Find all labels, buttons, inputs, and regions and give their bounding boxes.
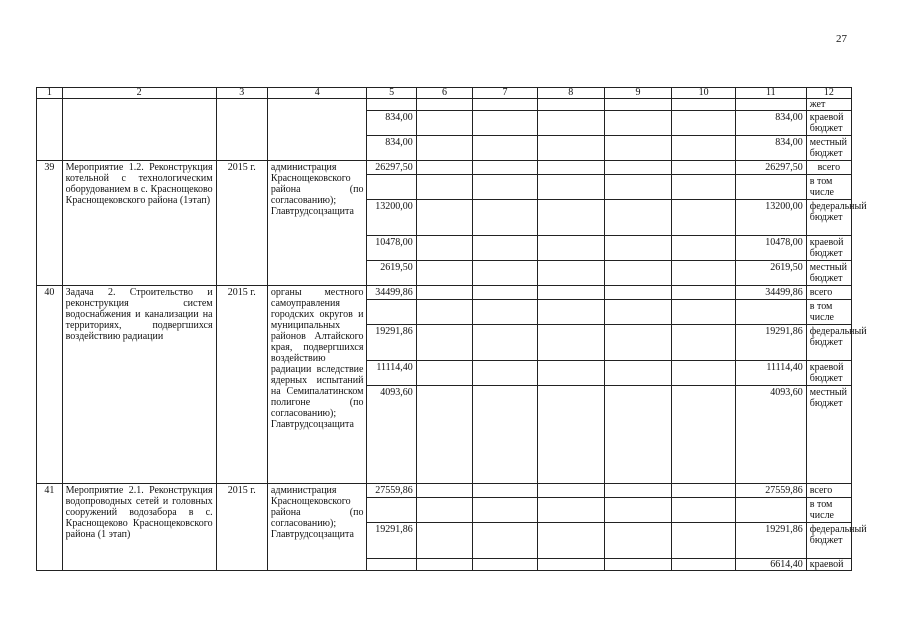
source-cell: местный бюджет (806, 261, 851, 286)
amount-cell: 834,00 (735, 136, 806, 161)
year-cell: 2015 г. (216, 161, 267, 286)
source-cell: местный бюджет (806, 136, 851, 161)
source-cell: федеральный бюджет (806, 325, 851, 361)
source-cell: федеральный бюджет (806, 200, 851, 236)
amount-cell: 2619,50 (735, 261, 806, 286)
year-cell: 2015 г. (216, 286, 267, 484)
amount-cell: 27559,86 (367, 484, 416, 498)
amount-cell: 19291,86 (735, 325, 806, 361)
executor-cell: администрация Краснощековского района (по согласованию); Главтрудсоцзащита (267, 484, 367, 571)
amount-cell: 26297,50 (735, 161, 806, 175)
year-cell: 2015 г. (216, 484, 267, 571)
amount-cell: 6614,40 (735, 559, 806, 571)
amount-cell: 34499,86 (735, 286, 806, 300)
amount-cell: 26297,50 (367, 161, 416, 175)
amount-cell: 834,00 (367, 111, 416, 136)
amount-cell: 19291,86 (367, 523, 416, 559)
amount-cell: 10478,00 (735, 236, 806, 261)
program-table (36, 87, 867, 571)
header-cell: 7 (473, 88, 538, 99)
amount-cell: 834,00 (735, 111, 806, 136)
amount-cell: 11114,40 (735, 361, 806, 386)
source-cell: местный бюджет (806, 386, 851, 484)
header-cell: 8 (537, 88, 604, 99)
measure-name: Мероприятие 2.1. Реконструкция водопроводных сетей и головных сооружений водозабора в с. Краснощеково Краснощековского района (1 этап) (62, 484, 216, 571)
amount-cell: 13200,00 (735, 200, 806, 236)
executor-cell: администрация Краснощековского района (по согласованию); Главтрудсоцзащита (267, 161, 367, 286)
source-cell: в том числе (806, 175, 851, 200)
source-cell: краевой бюджет (806, 236, 851, 261)
amount-cell: 13200,00 (367, 200, 416, 236)
source-cell: в том числе (806, 498, 851, 523)
amount-cell: 834,00 (367, 136, 416, 161)
header-cell: 1 (37, 88, 63, 99)
table-row (37, 99, 852, 111)
source-cell: федеральный бюджет (806, 523, 851, 559)
table-row (37, 484, 852, 498)
header-cell: 6 (416, 88, 472, 99)
amount-cell: 10478,00 (367, 236, 416, 261)
header-cell: 2 (62, 88, 216, 99)
amount-cell: 2619,50 (367, 261, 416, 286)
row-number: 39 (37, 161, 63, 286)
source-cell: в том числе (806, 300, 851, 325)
source-cell: всего (806, 286, 851, 300)
measure-name: Задача 2. Строительство и реконструкция систем водоснабжения и канализации на территориях, подвергшихся воздействию радиации (62, 286, 216, 484)
amount-cell: 11114,40 (367, 361, 416, 386)
row-number: 41 (37, 484, 63, 571)
source-cell: всего (806, 484, 851, 498)
header-cell: 9 (604, 88, 672, 99)
header-cell: 11 (735, 88, 806, 99)
amount-cell: 4093,60 (735, 386, 806, 484)
header-row (37, 88, 852, 99)
table-row (37, 161, 852, 175)
executor-cell: органы местного самоуправления городских округов и муниципальных районов Алтайского края, подвергшихся воздействию радиации вследствие ядерных испытаний на Семипалатинском полигоне (по согласованию); Главтрудсоцзащита (267, 286, 367, 484)
source-cell: жет (806, 99, 851, 111)
table-row (37, 286, 852, 300)
row-number: 40 (37, 286, 63, 484)
header-cell: 10 (672, 88, 736, 99)
header-cell: 5 (367, 88, 416, 99)
amount-cell: 19291,86 (735, 523, 806, 559)
source-cell: краевой бюджет (806, 361, 851, 386)
header-cell: 3 (216, 88, 267, 99)
source-cell: краевой бюджет (806, 111, 851, 136)
header-cell: 12 (806, 88, 851, 99)
page-number: 27 (836, 33, 847, 45)
amount-cell: 4093,60 (367, 386, 416, 484)
measure-name: Мероприятие 1.2. Реконструкция котельной с технологическим оборудованием в с. Краснощеково Краснощековского района (1этап) (62, 161, 216, 286)
header-cell: 4 (267, 88, 367, 99)
amount-cell: 19291,86 (367, 325, 416, 361)
amount-cell: 34499,86 (367, 286, 416, 300)
amount-cell: 27559,86 (735, 484, 806, 498)
source-cell: краевой (806, 559, 851, 571)
source-cell: всего (806, 161, 851, 175)
